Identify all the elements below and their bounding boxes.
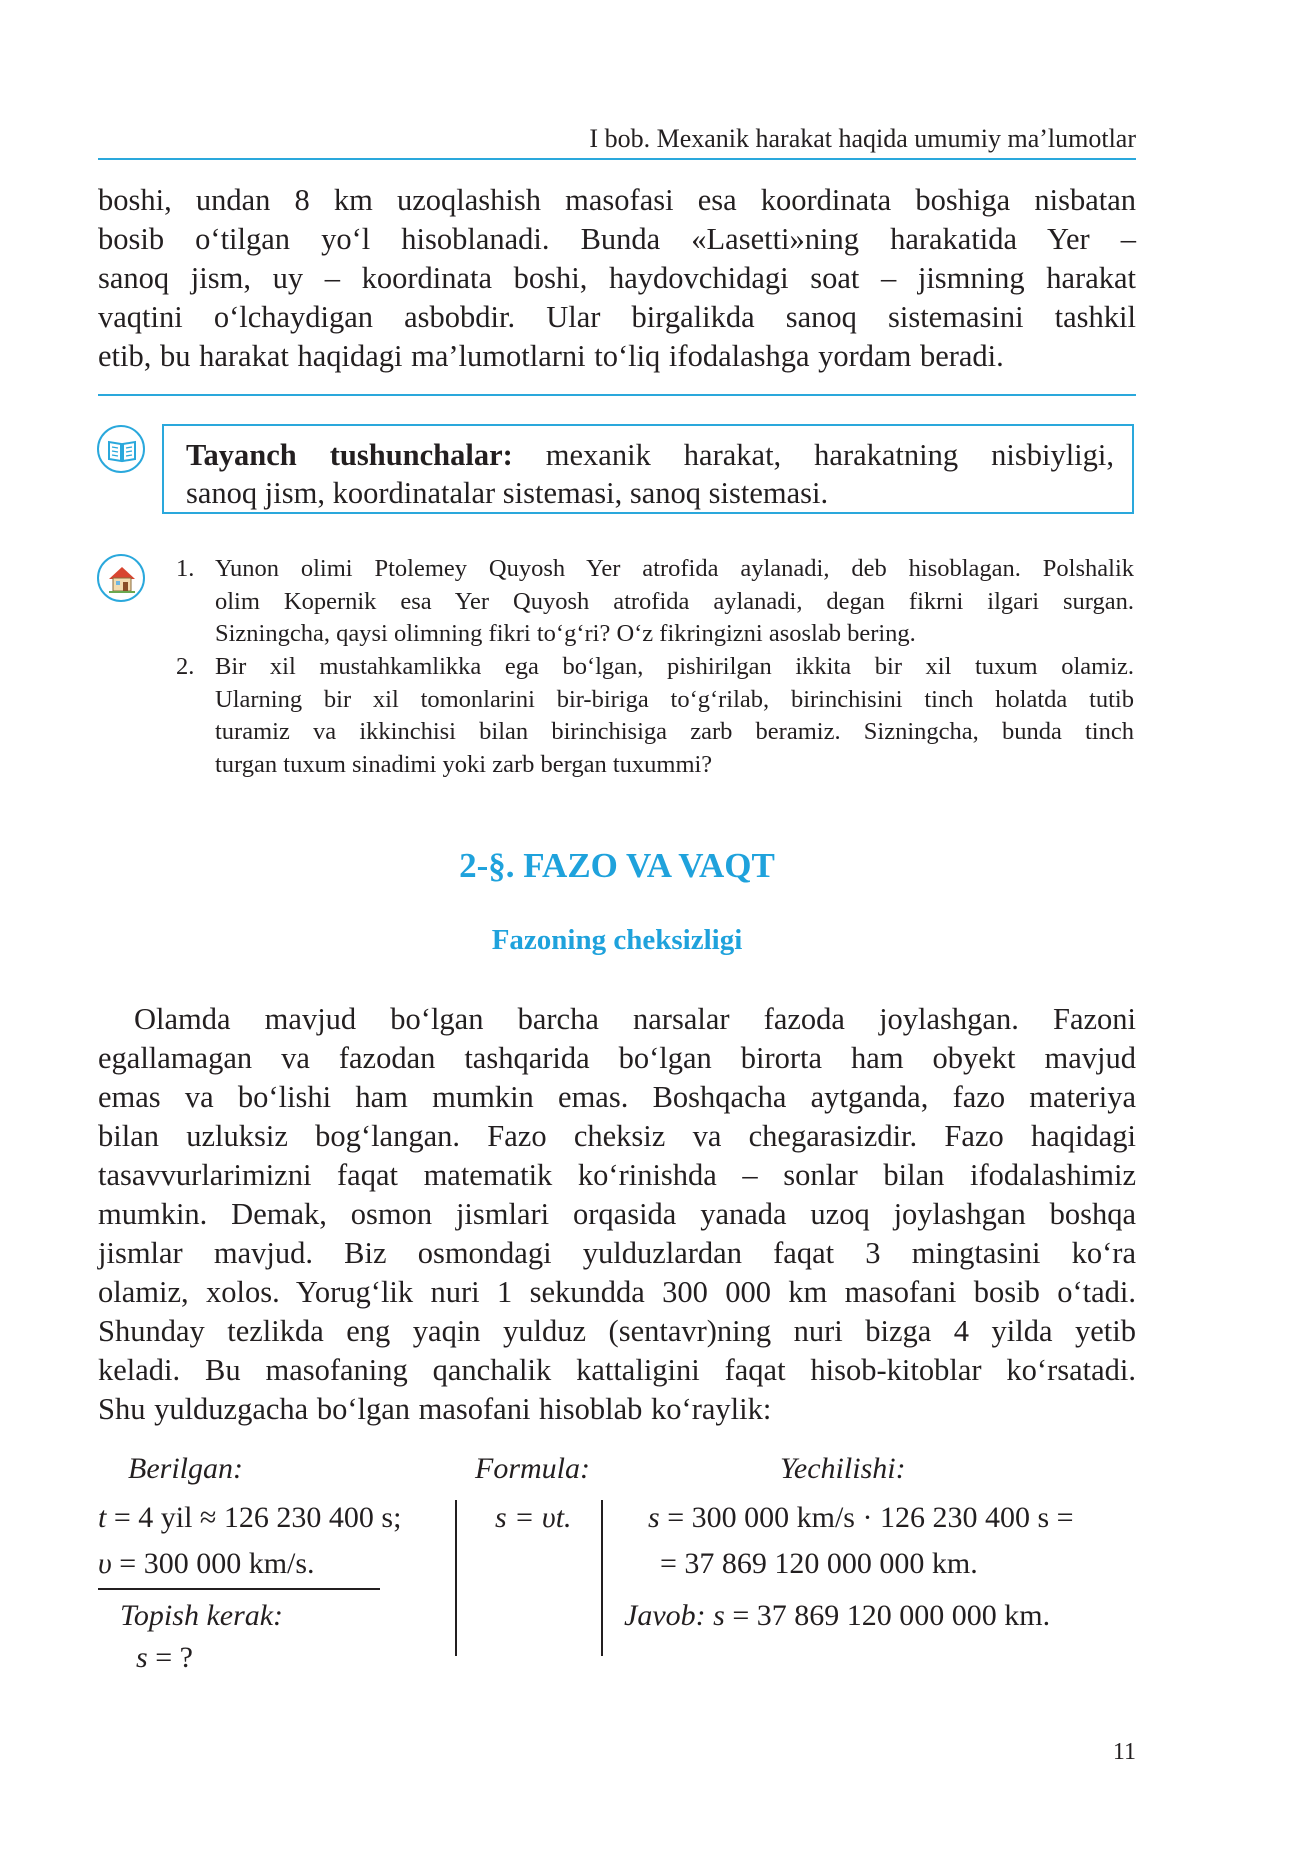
question-line: Ularning bir xil tomonlarini bir-biriga to‘g‘rilab, birinchisini tinch holatda tutib	[215, 685, 1134, 713]
text-line: tasavvurlarimizni faqat matematik ko‘rinishda – sonlar bilan ifodalashimiz	[98, 1158, 1136, 1192]
text-line: bilan uzluksiz bog‘langan. Fazo cheksiz va chegarasizdir. Fazo haqidagi	[98, 1119, 1136, 1153]
key-concepts-label: Tayanch tushunchalar:	[186, 438, 513, 472]
find-unknown-value: = ?	[147, 1641, 193, 1674]
find-header: Topish kerak:	[120, 1599, 284, 1632]
text-line: Olamda mavjud bo‘lgan barcha narsalar fazoda joylashgan. Fazoni	[134, 1002, 1136, 1036]
given-rule	[98, 1588, 380, 1590]
key-concepts-text: mexanik harakat, harakatning nisbiyligi,	[545, 438, 1114, 472]
solution-expression: = 300 000 km/s · 126 230 400 s =	[659, 1501, 1074, 1534]
variable-v: υ	[98, 1547, 112, 1580]
text-line: bosib o‘tilgan yo‘l hisoblanadi. Bunda «Lasetti»ning harakatida Yer –	[98, 222, 1136, 256]
find-unknown	[136, 1640, 193, 1676]
key-concepts-line: sanoq jism, koordinatalar sistemasi, sanoq sistemasi.	[186, 476, 829, 510]
solution-result: = 37 869 120 000 000 km.	[660, 1547, 978, 1580]
text-line: mumkin. Demak, osmon jismlari orqasida yanada uzoq joylashgan boshqa	[98, 1197, 1136, 1231]
question-number: 2.	[176, 653, 195, 680]
given-speed	[98, 1546, 315, 1582]
question-line: olim Kopernik esa Yer Quyosh atrofida aylanadi, degan fikrni ilgari surgan.	[215, 587, 1134, 615]
formula: s = υt.	[495, 1501, 572, 1534]
given-time	[98, 1500, 401, 1536]
text-line: Shunday tezlikda eng yaqin yulduz (sentavr)ning nuri bizga 4 yilda yetib	[98, 1314, 1136, 1348]
solution-header: Yechilishi:	[780, 1452, 906, 1485]
text-line: egallamagan va fazodan tashqarida bo‘lgan birorta ham obyekt mavjud	[98, 1041, 1136, 1075]
intro-paragraph	[98, 181, 1136, 376]
house-icon	[97, 554, 145, 602]
text-line: olamiz, xolos. Yorug‘lik nuri 1 sekundda 300 000 km masofani bosib o‘tadi.	[98, 1275, 1136, 1309]
text-line: vaqtini o‘lchaydigan asbobdir. Ular birgalikda sanoq sistemasini tashkil	[98, 300, 1136, 334]
given-time-value: = 4 yil ≈ 126 230 400 s;	[106, 1501, 402, 1534]
section-title: 2-§. FAZO VA VAQT	[459, 846, 775, 885]
question-line: Sizningcha, qaysi olimning fikri to‘g‘ri? O‘z fikringizni asoslab bering.	[215, 620, 916, 647]
answer-value: = 37 869 120 000 000 km.	[724, 1599, 1051, 1632]
text-line: boshi, undan 8 km uzoqlashish masofasi esa koordinata boshiga nisbatan	[98, 183, 1136, 217]
question-line: Yunon olimi Ptolemey Quyosh Yer atrofida aylanadi, deb hisoblagan. Polshalik	[215, 555, 1134, 582]
formula-header: Formula:	[475, 1452, 590, 1485]
key-concepts-box	[162, 424, 1134, 514]
answer-label: Javob:	[624, 1599, 706, 1632]
solution-line	[648, 1500, 1074, 1536]
text-line: sanoq jism, uy – koordinata boshi, haydovchidagi soat – jismning harakat	[98, 261, 1136, 295]
page-number: 11	[1112, 1739, 1136, 1765]
answer	[624, 1598, 1050, 1634]
section-subtitle: Fazoning cheksizligi	[491, 924, 743, 956]
question-line: Bir xil mustahkamlikka ega bo‘lgan, pishirilgan ikkita bir xil tuxum olamiz.	[215, 653, 1134, 680]
text-line: etib, bu harakat haqidagi ma’lumotlarni to‘liq ifodalashga yordam beradi.	[98, 339, 1004, 373]
given-speed-value: = 300 000 km/s.	[111, 1547, 315, 1580]
variable-s: s	[136, 1641, 148, 1674]
text-line: keladi. Bu masofaning qanchalik kattaligini faqat hisob-kitoblar ko‘rsatadi.	[98, 1353, 1136, 1387]
given-header: Berilgan:	[128, 1452, 243, 1485]
body-paragraph	[98, 1000, 1136, 1429]
variable-s: s	[713, 1599, 725, 1632]
question-item	[176, 553, 1134, 651]
column-divider	[601, 1500, 603, 1656]
question-item	[176, 651, 1134, 781]
section-divider	[98, 394, 1136, 396]
column-divider	[455, 1500, 457, 1656]
text-line: emas va bo‘lishi ham mumkin emas. Boshqacha aytganda, fazo materiya	[98, 1080, 1136, 1114]
open-book-icon	[97, 425, 145, 473]
variable-t: t	[98, 1501, 107, 1534]
question-number: 1.	[176, 555, 195, 582]
header-rule	[98, 158, 1136, 160]
text-line: Shu yulduzgacha bo‘lgan masofani hisoblab ko‘raylik:	[98, 1392, 772, 1426]
question-line: turgan tuxum sinadimi yoki zarb bergan tuxummi?	[215, 750, 713, 778]
key-concepts-line	[186, 436, 1114, 474]
running-header: I bob. Mexanik harakat haqida umumiy ma’lumotlar	[589, 124, 1136, 153]
text-line: jismlar mavjud. Biz osmondagi yulduzlardan faqat 3 mingtasini ko‘ra	[98, 1236, 1136, 1270]
variable-s: s	[648, 1501, 660, 1534]
question-line: turamiz va ikkinchisi bilan birinchisiga zarb beramiz. Sizningcha, bunda tinch	[215, 718, 1134, 745]
